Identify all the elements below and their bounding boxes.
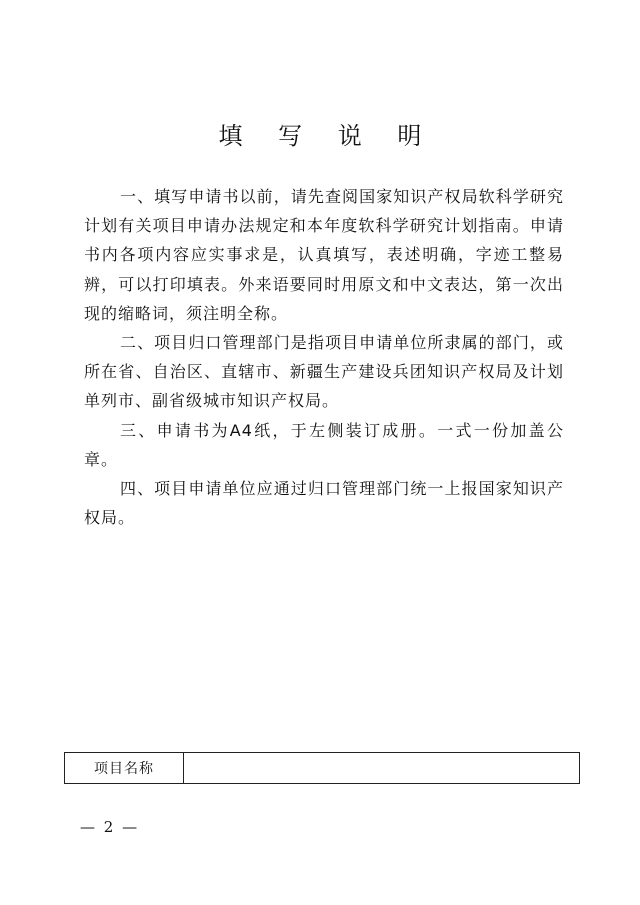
instruction-paragraph-4: 四、项目申请单位应通过归口管理部门统一上报国家知识产权局。 (84, 479, 564, 528)
page-number: — 2 — (80, 818, 140, 836)
project-name-row (64, 752, 580, 784)
instruction-paragraph-2: 二、项目归口管理部门是指项目申请单位所隶属的部门，或所在省、自治区、直辖市、新疆生产建设兵团知识产权局及计划单列市、副省级城市知识产权局。 (84, 333, 564, 411)
project-name-label: 项目名称 (65, 753, 184, 783)
instruction-paragraph-3: 三、申请书为A4纸，于左侧装订成册。一式一份加盖公章。 (84, 420, 564, 469)
page-title: 填 写 说 明 (218, 122, 436, 150)
project-name-field[interactable] (184, 753, 579, 783)
instructions-body (84, 182, 564, 532)
instruction-paragraph-1: 一、填写申请书以前，请先查阅国家知识产权局软科学研究计划有关项目申请办法规定和本年度软科学研究计划指南。申请书内各项内容应实事求是，认真填写，表述明确，字迹工整易辨，可以打印填表。外来语要同时用原文和中文表达，第一次出现的缩略词，须注明全称。 (84, 187, 564, 323)
